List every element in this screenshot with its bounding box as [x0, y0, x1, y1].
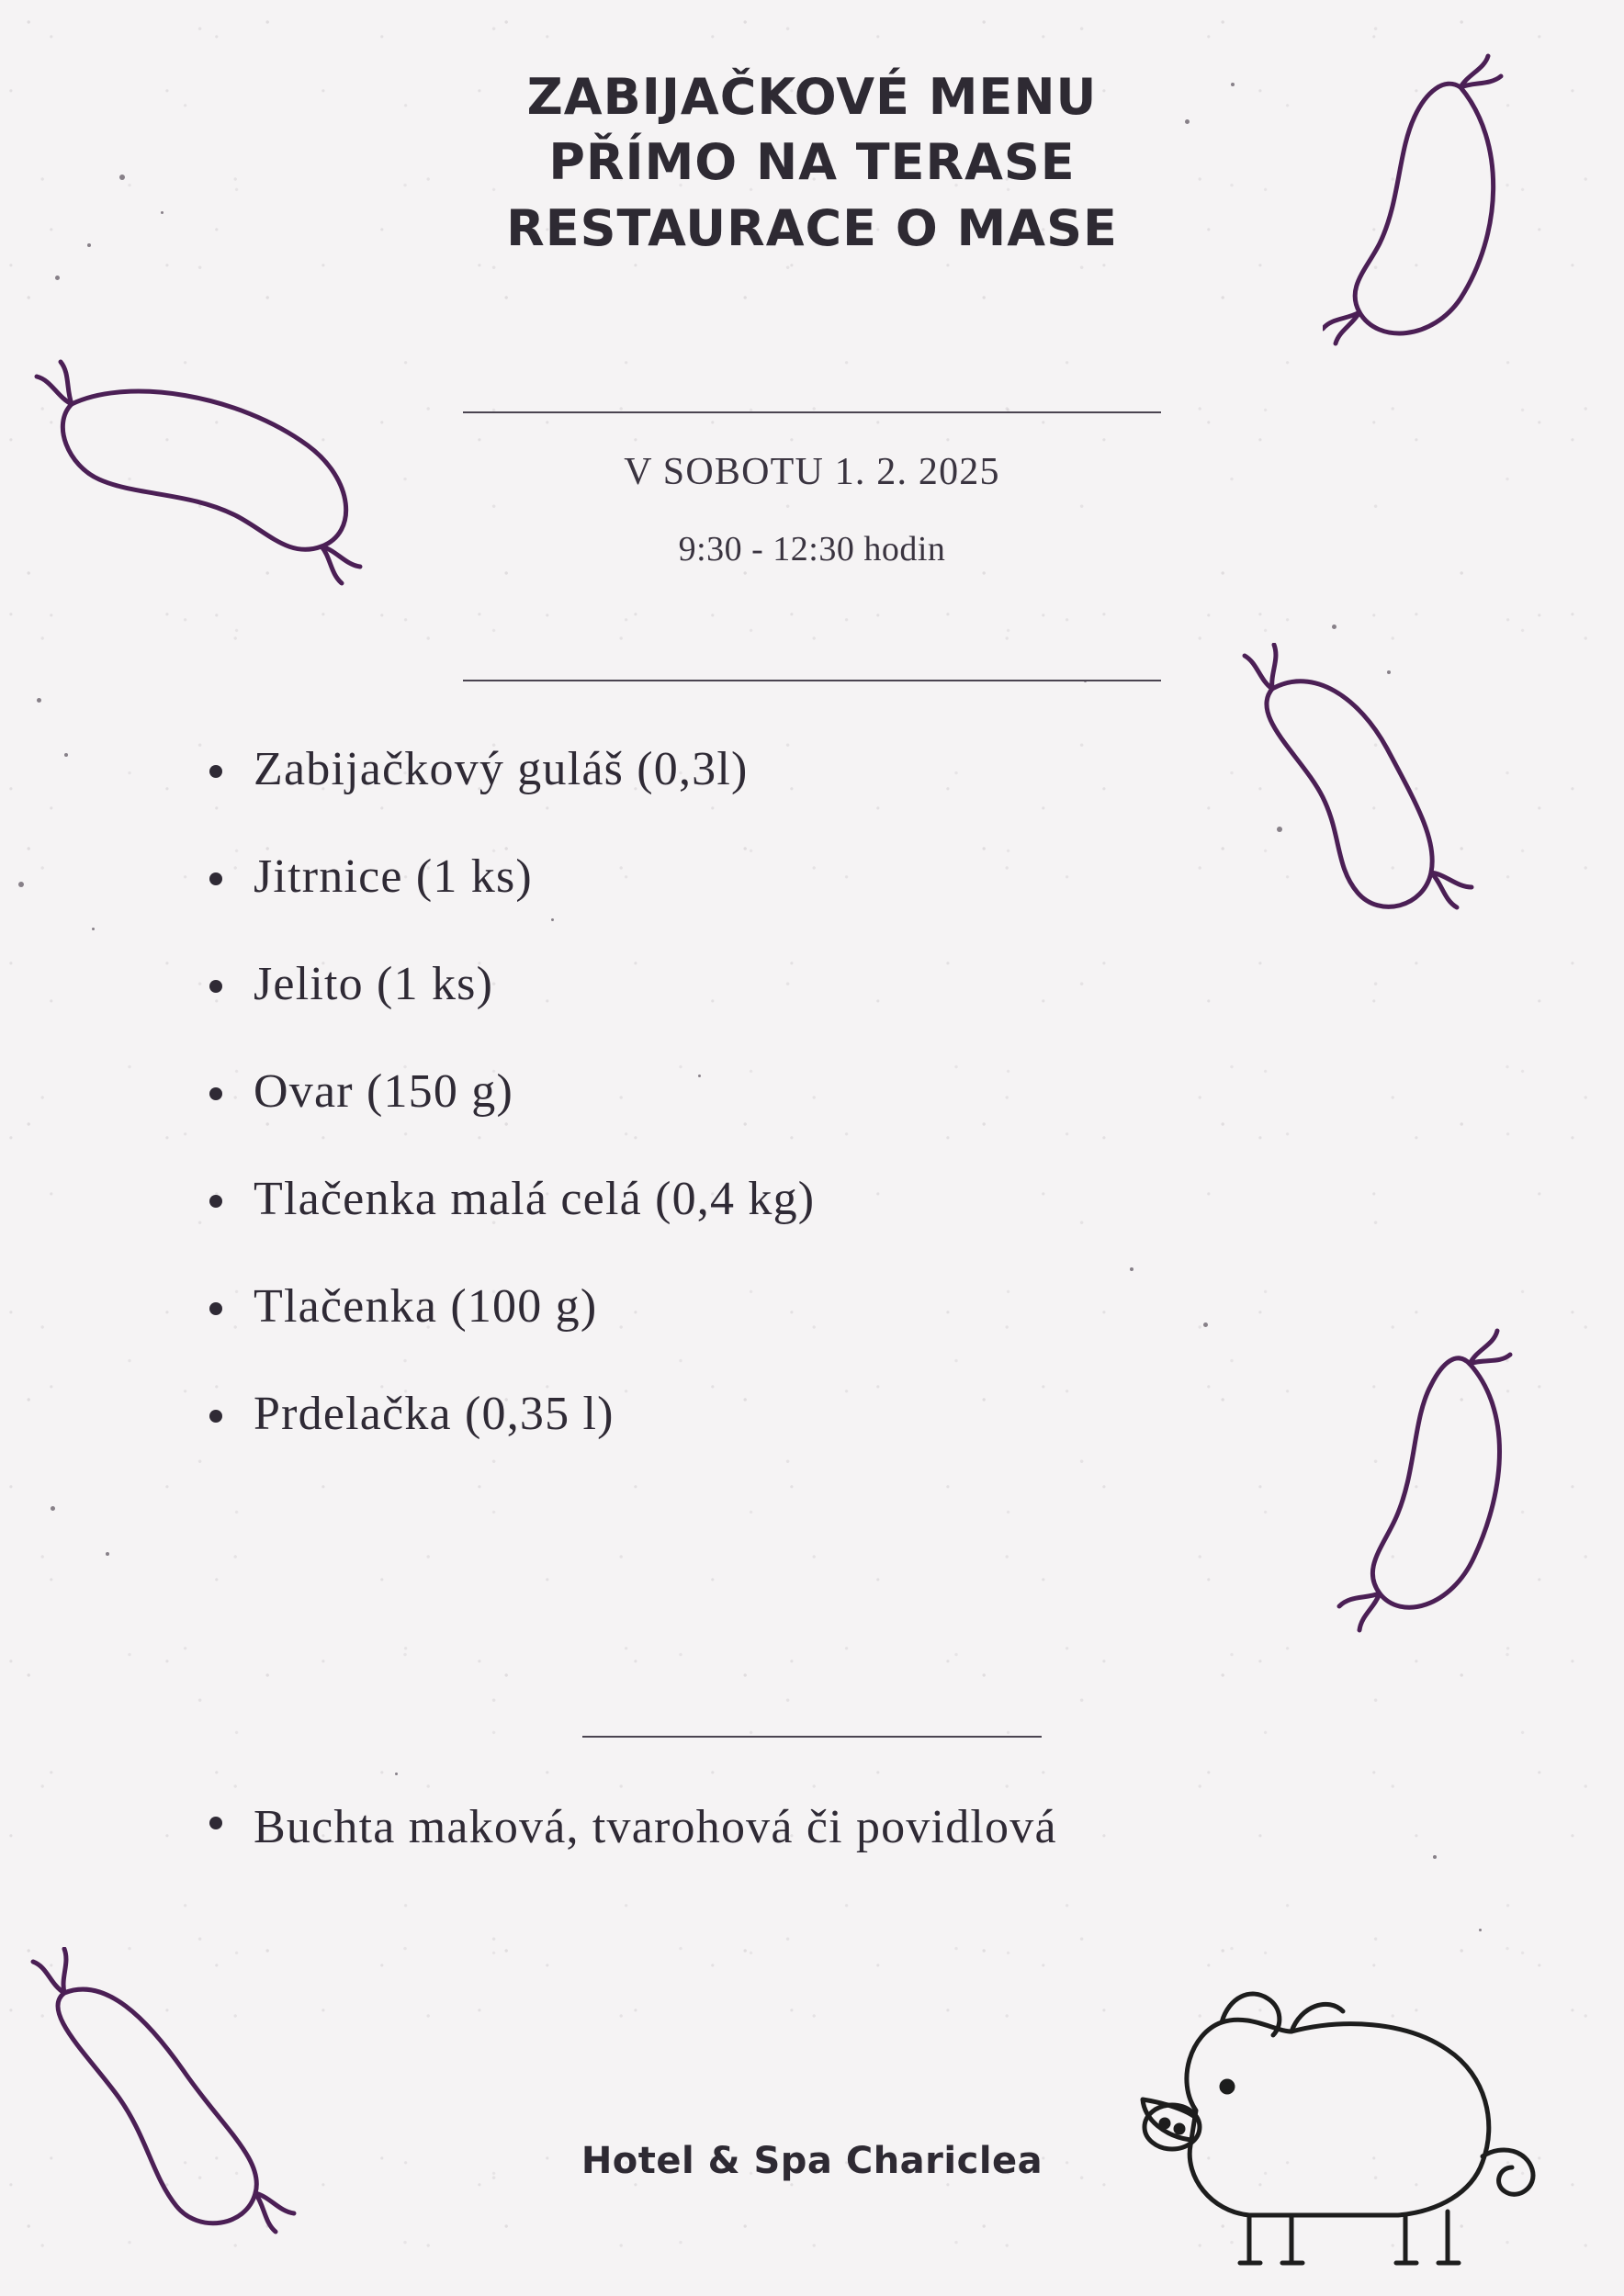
list-item — [209, 739, 1431, 799]
list-item — [209, 847, 1431, 906]
dessert-item-label: Buchta maková, tvarohová či povidlová — [254, 1801, 1057, 1853]
menu-item-label: Tlačenka (100 g) — [254, 1280, 598, 1333]
menu-item-label: Ovar (150 g) — [254, 1065, 513, 1118]
list-item — [209, 1384, 1431, 1444]
list-item — [209, 1791, 1312, 1865]
bullet-icon — [209, 1302, 222, 1315]
bullet-icon — [209, 1410, 222, 1423]
menu-item-label: Prdelačka (0,35 l) — [254, 1388, 615, 1440]
dessert-list — [209, 1791, 1312, 1913]
bullet-icon — [209, 1195, 222, 1208]
bullet-icon — [209, 1087, 222, 1100]
title-line-3: RESTAURACE O MASE — [506, 198, 1118, 257]
bullet-icon — [209, 872, 222, 885]
event-datetime — [0, 450, 1624, 569]
menu-list — [209, 739, 1431, 1491]
event-time: 9:30 - 12:30 hodin — [678, 530, 946, 568]
bullet-icon — [209, 765, 222, 778]
menu-item-label: Zabijačkový guláš (0,3l) — [254, 743, 749, 795]
menu-item-label: Jitrnice (1 ks) — [254, 850, 533, 903]
page-title — [0, 64, 1624, 261]
bullet-icon — [209, 980, 222, 993]
event-date: V SOBOTU 1. 2. 2025 — [624, 451, 1000, 493]
menu-item-label: Jelito (1 ks) — [254, 958, 494, 1010]
bullet-icon — [209, 1817, 222, 1829]
title-line-2: PŘÍMO NA TERASE — [548, 133, 1076, 192]
divider-top — [463, 411, 1161, 413]
menu-item-label: Tlačenka malá celá (0,4 kg) — [254, 1173, 816, 1225]
list-item — [209, 954, 1431, 1014]
list-item — [209, 1169, 1431, 1229]
title-line-1: ZABIJAČKOVÉ MENU — [526, 68, 1098, 126]
divider-middle — [463, 680, 1161, 681]
divider-bottom — [582, 1736, 1042, 1738]
list-item — [209, 1062, 1431, 1121]
footer-brand: Hotel & Spa Chariclea — [581, 2140, 1043, 2182]
list-item — [209, 1277, 1431, 1336]
